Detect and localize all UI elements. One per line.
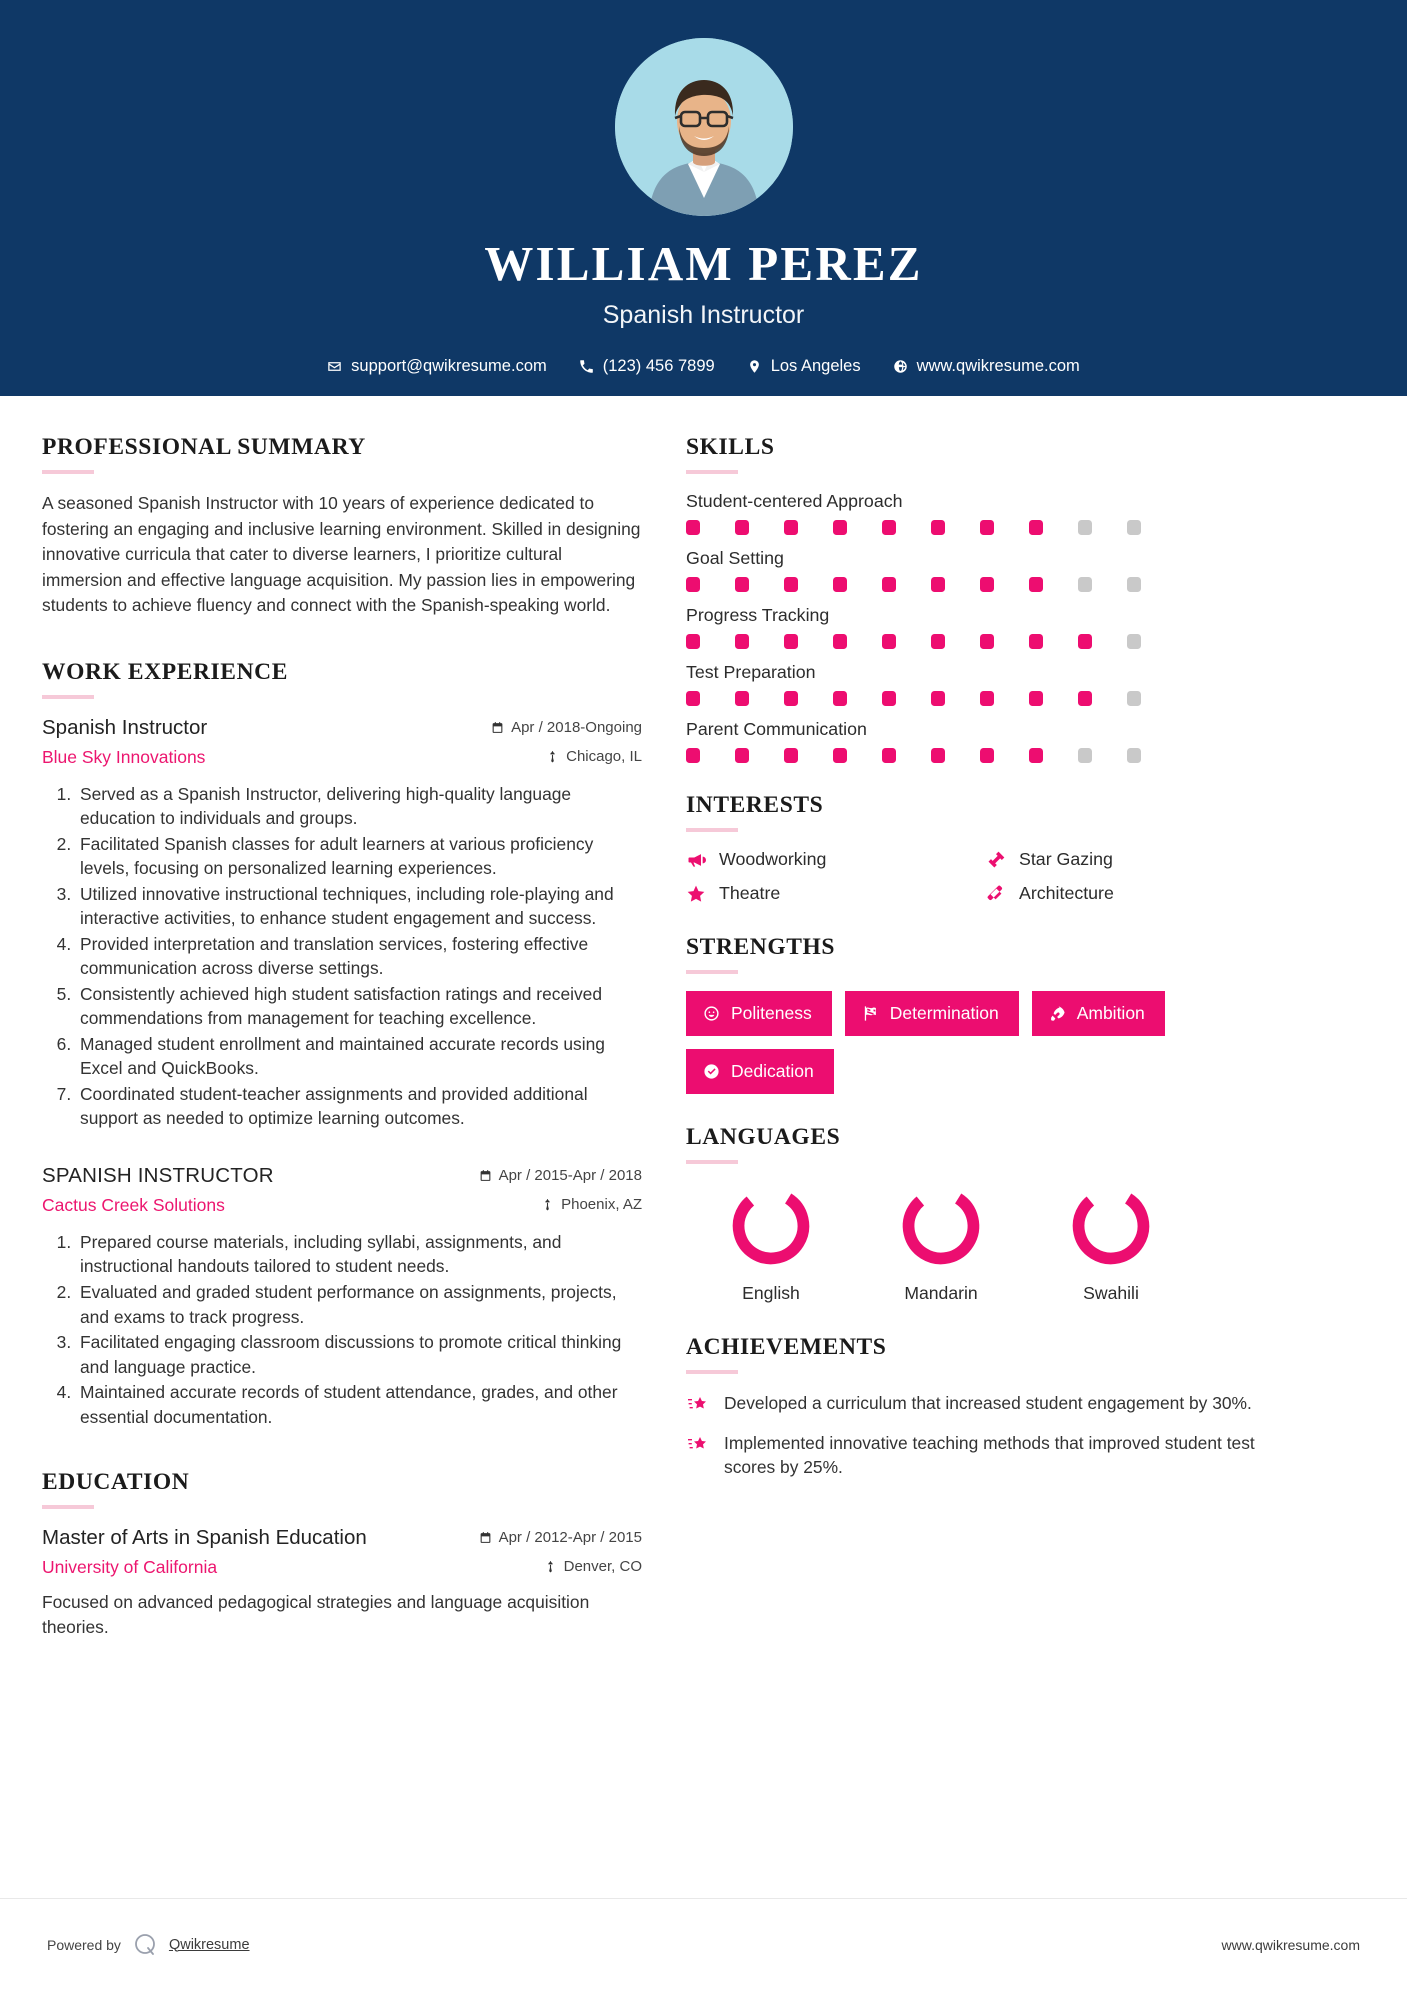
bullet-item: 6. Managed student enrollment and maintained accurate records using Excel and QuickBooks. <box>76 1032 642 1081</box>
contact-location <box>731 357 877 376</box>
section-title-strengths: STRENGTHS <box>686 934 836 960</box>
section-rule <box>686 970 738 974</box>
job-location <box>546 748 642 765</box>
skill-dot <box>931 748 945 763</box>
skill-item <box>686 605 1276 649</box>
skill-dot <box>686 634 700 649</box>
section-title-work: WORK EXPERIENCE <box>42 658 288 685</box>
right-column <box>686 434 1276 1644</box>
skill-dot <box>882 748 896 763</box>
contact-phone[interactable] <box>563 357 731 376</box>
education-dates <box>479 1529 642 1546</box>
education-description: Focused on advanced pedagogical strategies and language acquisition theories. <box>42 1592 590 1638</box>
skill-dot <box>1127 634 1141 649</box>
skill-dot <box>931 520 945 535</box>
footer-website[interactable]: www.qwikresume.com <box>1221 1936 1360 1953</box>
achievement-text: Implemented innovative teaching methods that improved student test scores by 25%. <box>724 1433 1255 1478</box>
degree-title: Master of Arts in Spanish Education <box>42 1526 367 1550</box>
job-dates-text: Apr / 2018-Ongoing <box>511 718 642 736</box>
skill-dot <box>1078 577 1092 592</box>
skill-item <box>686 491 1276 535</box>
strength-chip-dedication <box>686 1049 834 1094</box>
bullet-item: 3. Facilitated engaging classroom discussions to promote critical thinking and language practice. <box>76 1330 642 1379</box>
language-label: Mandarin <box>904 1283 978 1303</box>
skill-dot <box>882 691 896 706</box>
section-title-skills: SKILLS <box>686 434 775 460</box>
section-rule <box>42 470 94 474</box>
language-item <box>686 1181 856 1304</box>
bullet-item: 1. Prepared course materials, including syllabi, assignments, and instructional handouts tailored to student needs. <box>76 1230 642 1279</box>
skill-dot <box>735 577 749 592</box>
education-location-text: Denver, CO <box>563 1558 642 1576</box>
job-title: SPANISH INSTRUCTOR <box>42 1163 274 1187</box>
skill-dot <box>833 520 847 535</box>
strength-chip-ambition <box>1032 991 1165 1036</box>
section-strengths <box>686 934 1276 1094</box>
job-location <box>541 1196 642 1213</box>
skill-dot <box>833 748 847 763</box>
section-professional-summary <box>42 434 642 619</box>
language-item <box>856 1181 1026 1304</box>
job-company: Blue Sky Innovations <box>42 746 206 767</box>
skill-dot <box>980 691 994 706</box>
avatar <box>615 38 793 216</box>
skill-dot <box>1078 691 1092 706</box>
section-title-education: EDUCATION <box>42 1469 190 1496</box>
skill-dot <box>784 577 798 592</box>
skill-dot <box>686 691 700 706</box>
candidate-job-title: Spanish Instructor <box>602 301 805 330</box>
section-rule <box>42 1505 94 1509</box>
pin-icon <box>544 1560 557 1573</box>
work-entry <box>42 1164 642 1429</box>
summary-text: A seasoned Spanish Instructor with 10 years of experience dedicated to fostering an engaging and inclusive learning environment. Skilled in designing innovative curricula that cater to diverse learners, I prioritize cultural immersion and effective language acquisition. My passion lies in empowering students to achieve fluency and connect with the Spanish-speaking world. <box>42 493 641 615</box>
language-label: Swahili <box>1083 1283 1139 1303</box>
skill-dot <box>1127 577 1141 592</box>
pin-icon <box>546 750 559 763</box>
bullet-item: 7. Coordinated student-teacher assignments and provided additional support as needed to optimize learning outcomes. <box>76 1082 642 1131</box>
skill-dot <box>1078 634 1092 649</box>
education-entry <box>42 1526 642 1640</box>
bullet-item: 3. Utilized innovative instructional techniques, including role-playing and interactive activities, to enhance student engagement and success. <box>76 882 642 931</box>
powered-by-label: Powered by <box>47 1936 121 1953</box>
skill-dot <box>931 634 945 649</box>
check-circle-icon <box>703 1063 720 1080</box>
job-bullets <box>42 782 642 1131</box>
contact-email[interactable] <box>311 357 563 376</box>
skill-item <box>686 548 1276 592</box>
job-company: Cactus Creek Solutions <box>42 1194 225 1215</box>
skill-dot <box>735 520 749 535</box>
skill-dot <box>735 691 749 706</box>
section-rule <box>686 470 738 474</box>
achievement-text: Developed a curriculum that increased student engagement by 30%. <box>724 1393 1252 1413</box>
work-entry <box>42 716 642 1131</box>
achievement-item <box>686 1391 1276 1417</box>
skill-dot <box>931 691 945 706</box>
skill-dot <box>931 577 945 592</box>
section-title-interests: INTERESTS <box>686 792 824 818</box>
skill-dot <box>980 520 994 535</box>
skill-label: Progress Tracking <box>686 605 830 625</box>
contact-row <box>311 357 1096 376</box>
calendar-icon <box>479 1169 492 1182</box>
language-ring <box>1026 1181 1196 1271</box>
skill-rating <box>686 520 1276 535</box>
globe-icon <box>893 359 908 374</box>
language-item <box>1026 1181 1196 1304</box>
skill-label: Student-centered Approach <box>686 491 903 511</box>
job-dates <box>479 1167 642 1184</box>
strength-label: Dedication <box>731 1061 814 1081</box>
skill-rating <box>686 577 1276 592</box>
map-pin-icon <box>747 359 762 374</box>
smiley-icon <box>703 1005 720 1022</box>
skill-dot <box>1078 520 1092 535</box>
interest-item <box>686 849 976 870</box>
skill-dot <box>784 748 798 763</box>
skill-dot <box>1029 577 1043 592</box>
skill-dot <box>1029 691 1043 706</box>
contact-email-text: support@qwikresume.com <box>351 357 547 376</box>
skill-rating <box>686 634 1276 649</box>
star-burst-icon <box>686 1433 710 1457</box>
achievement-item <box>686 1431 1276 1480</box>
strength-label: Determination <box>889 1003 999 1023</box>
skill-dot <box>1127 748 1141 763</box>
skill-dot <box>1029 748 1043 763</box>
skill-dot <box>784 691 798 706</box>
job-dates-text: Apr / 2015-Apr / 2018 <box>498 1166 642 1184</box>
skill-item <box>686 662 1276 706</box>
interest-label: Theatre <box>719 883 781 903</box>
section-title-achievements: ACHIEVEMENTS <box>686 1334 887 1360</box>
skill-label: Goal Setting <box>686 548 784 568</box>
section-rule <box>686 828 738 832</box>
pin-icon <box>541 1198 554 1211</box>
skill-rating <box>686 748 1276 763</box>
megaphone-icon <box>686 850 706 870</box>
job-dates <box>491 719 642 736</box>
contact-phone-text: (123) 456 7899 <box>602 357 715 376</box>
job-bullets <box>42 1230 642 1429</box>
bullet-item: 5. Consistently achieved high student satisfaction ratings and received commendations from management for teaching excellence. <box>76 982 642 1031</box>
skill-dot <box>1029 634 1043 649</box>
job-location-text: Chicago, IL <box>566 747 642 765</box>
skill-dot <box>980 634 994 649</box>
contact-website-text: www.qwikresume.com <box>916 357 1080 376</box>
skill-label: Test Preparation <box>686 662 816 682</box>
star-burst-icon <box>686 1393 710 1417</box>
envelope-icon <box>327 359 342 374</box>
strength-chip-politeness <box>686 991 832 1036</box>
section-skills <box>686 434 1276 763</box>
skill-dot <box>882 577 896 592</box>
skill-dot <box>833 634 847 649</box>
strengths-list <box>686 991 1276 1094</box>
contact-website[interactable] <box>877 357 1096 376</box>
left-column <box>42 434 642 1644</box>
language-label: English <box>742 1283 800 1303</box>
section-work-experience <box>42 659 642 1430</box>
interest-item <box>686 883 976 904</box>
skill-dot <box>980 577 994 592</box>
hammer-icon <box>986 850 1006 870</box>
calendar-icon <box>479 1531 492 1544</box>
interest-item <box>986 849 1276 870</box>
qwikresume-logo-icon <box>132 1932 158 1958</box>
languages-list <box>686 1181 1276 1304</box>
skill-dot <box>833 691 847 706</box>
skill-dot <box>784 520 798 535</box>
skill-dot <box>686 520 700 535</box>
section-title-languages: LANGUAGES <box>686 1124 841 1150</box>
skill-dot <box>1127 520 1141 535</box>
education-dates-text: Apr / 2012-Apr / 2015 <box>498 1529 642 1547</box>
skill-dot <box>833 577 847 592</box>
school-name: University of California <box>42 1557 218 1578</box>
bullet-item: 4. Maintained accurate records of student attendance, grades, and other essential documentation. <box>76 1380 642 1429</box>
contact-location-text: Los Angeles <box>770 357 861 376</box>
resume-body <box>0 396 1407 1644</box>
qwikresume-brand-link[interactable]: Qwikresume <box>168 1936 250 1953</box>
section-title-summary: PROFESSIONAL SUMMARY <box>42 434 366 460</box>
skill-label: Parent Communication <box>686 719 867 739</box>
education-location <box>544 1558 642 1575</box>
phone-icon <box>579 359 594 374</box>
skill-dot <box>980 748 994 763</box>
ticket-icon <box>986 884 1006 904</box>
strength-label: Politeness <box>731 1003 812 1023</box>
skill-dot <box>882 634 896 649</box>
language-ring <box>686 1181 856 1271</box>
job-location-text: Phoenix, AZ <box>561 1195 642 1213</box>
section-interests <box>686 792 1276 904</box>
interest-item <box>986 883 1276 904</box>
skill-dot <box>882 520 896 535</box>
section-rule <box>686 1370 738 1374</box>
strength-label: Ambition <box>1076 1003 1145 1023</box>
skill-dot <box>1078 748 1092 763</box>
interest-label: Star Gazing <box>1019 849 1113 869</box>
powered-by-block <box>47 1932 250 1958</box>
skill-dot <box>686 748 700 763</box>
skill-item <box>686 719 1276 763</box>
bullet-item: 1. Served as a Spanish Instructor, delivering high-quality language education to individuals and groups. <box>76 782 642 831</box>
skill-dot <box>784 634 798 649</box>
language-ring <box>856 1181 1026 1271</box>
skill-dot <box>735 748 749 763</box>
page-footer <box>0 1898 1407 1990</box>
candidate-name: WILLIAM PEREZ <box>484 236 923 291</box>
skills-list <box>686 491 1276 763</box>
checkered-flag-icon <box>862 1005 879 1022</box>
section-education <box>42 1469 642 1640</box>
bullet-item: 4. Provided interpretation and translation services, fostering effective communication across diverse settings. <box>76 932 642 981</box>
skill-dot <box>735 634 749 649</box>
skill-dot <box>1029 520 1043 535</box>
rocket-icon <box>1049 1005 1066 1022</box>
section-rule <box>686 1160 738 1164</box>
strength-chip-determination <box>845 991 1019 1036</box>
section-languages <box>686 1124 1276 1304</box>
skill-dot <box>686 577 700 592</box>
interest-label: Woodworking <box>719 849 827 869</box>
skill-dot <box>1127 691 1141 706</box>
section-achievements <box>686 1334 1276 1480</box>
calendar-icon <box>491 721 504 734</box>
bullet-item: 2. Facilitated Spanish classes for adult learners at various proficiency levels, focusing on personalized learning experiences. <box>76 832 642 881</box>
interest-label: Architecture <box>1019 883 1114 903</box>
job-title: Spanish Instructor <box>42 715 208 739</box>
bullet-item: 2. Evaluated and graded student performance on assignments, projects, and exams to track progress. <box>76 1280 642 1329</box>
star-icon <box>686 884 706 904</box>
resume-header <box>0 0 1407 396</box>
skill-rating <box>686 691 1276 706</box>
section-rule <box>42 695 94 699</box>
interests-grid <box>686 849 1276 904</box>
